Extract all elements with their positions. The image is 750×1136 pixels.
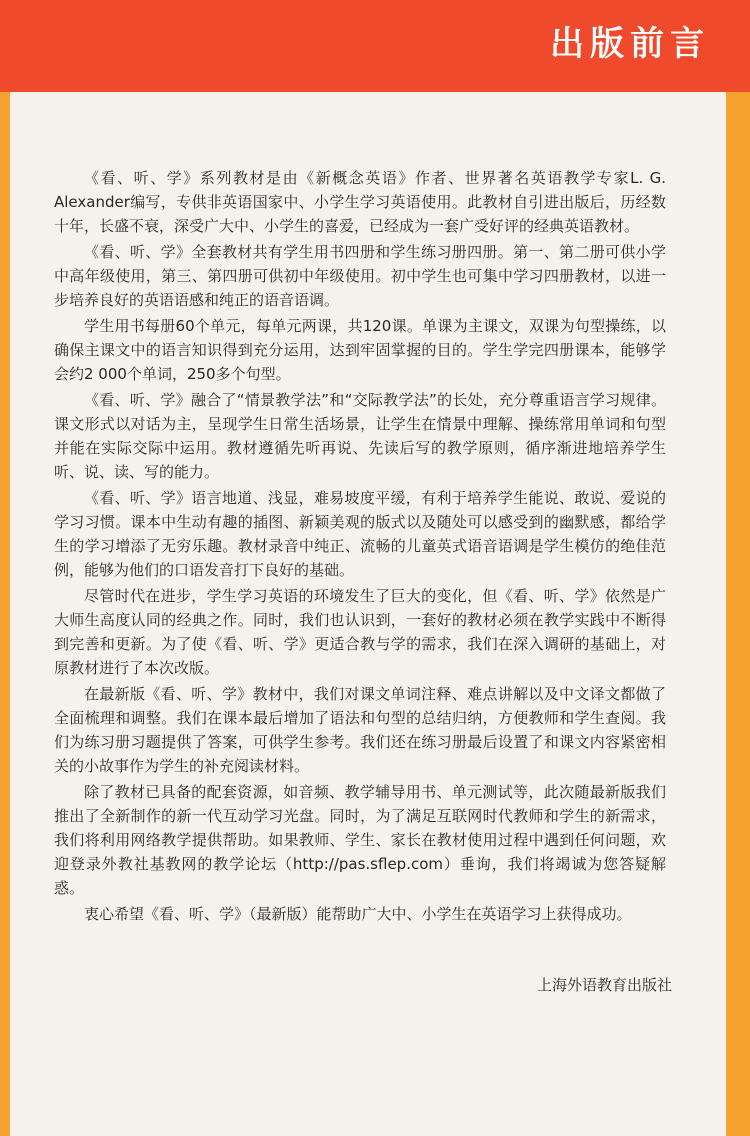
paragraph: 《看、听、学》语言地道、浅显，难易坡度平缓，有利于培养学生能说、敢说、爱说的学习习惯。课本中生动有趣的插图、新颖美观的版式以及随处可以感受到的幽默感，都给学生的学习增添了无穷乐趣。教材录音中纯正、流畅的儿童英式语音语调是学生模仿的绝佳范例，能够为他们的口语发音打下良好的基础。	[54, 489, 666, 579]
page-edge	[726, 92, 750, 1136]
paragraph: 《看、听、学》全套教材共有学生用书四册和学生练习册四册。第一、第二册可供小学中高年级使用，第三、第四册可供初中年级使用。初中学生也可集中学习四册教材，以进一步培养良好的英语语感和纯正的语音语调。	[54, 243, 666, 309]
paragraph: 衷心希望《看、听、学》（最新版）能帮助广大中、小学生在英语学习上获得成功。	[84, 905, 632, 923]
paragraph: 尽管时代在进步，学生学习英语的环境发生了巨大的变化，但《看、听、学》依然是广大师生高度认同的经典之作。同时，我们也认识到，一套好的教材必须在教学实践中不断得到完善和更新。为了使《看、听、学》更适合教与学的需求，我们在深入调研的基础上，对原教材进行了本次改版。	[54, 587, 666, 677]
page-title: 出版前言	[550, 24, 710, 64]
preface-body	[54, 166, 666, 928]
paragraph: 学生用书每册60个单元，每单元两课，共120课。单课为主课文，双课为句型操练，以确保主课文中的语言知识得到充分运用，达到牢固掌握的目的。学生学完四册课本，能够学会约2 000个单词，250多个句型。	[54, 317, 666, 383]
publisher-signature: 上海外语教育出版社	[536, 976, 672, 994]
header-bar	[0, 0, 750, 92]
paragraph: 《看、听、学》融合了“情景教学法”和“交际教学法”的长处，充分尊重语言学习规律。课文形式以对话为主，呈现学生日常生活场景，让学生在情景中理解、操练常用单词和句型并能在实际交际中运用。教材遵循先听再说、先读后写的教学原则，循序渐进地培养学生听、说、读、写的能力。	[54, 391, 666, 481]
paragraph: 除了教材已具备的配套资源，如音频、教学辅导用书、单元测试等，此次随最新版我们推出了全新制作的新一代互动学习光盘。同时，为了满足互联网时代教师和学生的新需求，我们将利用网络教学提供帮助。如果教师、学生、家长在教材使用过程中遇到任何问题，欢迎登录外教社基教网的教学论坛（http://pas.sflep.com）垂询，我们将竭诚为您答疑解惑。	[54, 783, 666, 897]
paragraph: 《看、听、学》系列教材是由《新概念英语》作者、世界著名英语教学专家L. G. Alexander编写，专供非英语国家中、小学生学习英语使用。此教材自引进出版后，历经数十年，长盛不衰，深受广大中、小学生的喜爱，已经成为一套广受好评的经典英语教材。	[54, 169, 666, 235]
paragraph: 在最新版《看、听、学》教材中，我们对课文单词注释、难点讲解以及中文译文都做了全面梳理和调整。我们在课本最后增加了语法和句型的总结归纳，方便教师和学生查阅。我们为练习册习题提供了答案，可供学生参考。我们还在练习册最后设置了和课文内容紧密相关的小故事作为学生的补充阅读材料。	[54, 685, 666, 775]
